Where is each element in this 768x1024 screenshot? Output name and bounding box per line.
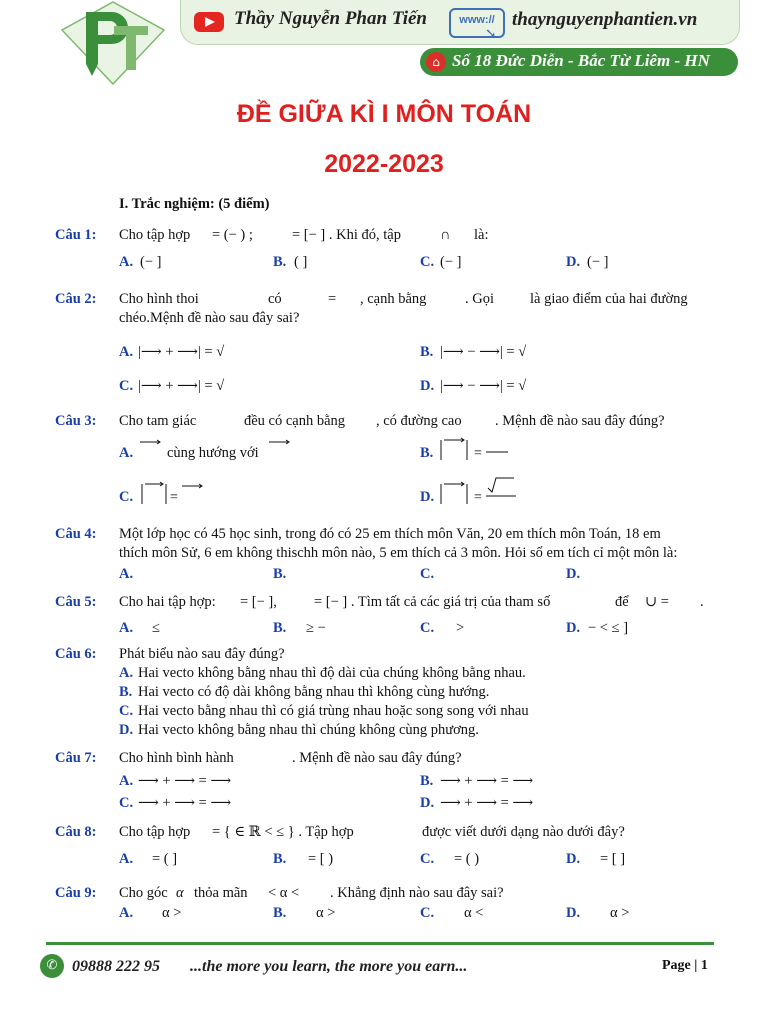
option-key: B. [119,684,133,700]
option-key: B. [420,445,434,461]
logo [58,0,168,86]
option-key: A. [119,851,134,867]
option-key: D. [420,378,435,394]
math-fragment: = [328,291,337,307]
option-key: C. [420,254,435,270]
option-key: A. [119,445,134,461]
option-value: Hai vecto không bằng nhau thì độ dài của chúng không bằng nhau. [138,665,526,681]
math-fragment: . [700,594,704,610]
www-icon: www:// [449,8,505,38]
math-fragment: = [− ] . Khi đó, tập [292,227,401,243]
page-number: Page | 1 [662,958,708,973]
question-text: Cho tập hợp [119,824,191,840]
option-value: Hai vecto không bằng nhau thì chúng không cùng phương. [138,722,479,738]
option-value: |⟶ + ⟶| = √ [138,378,225,394]
section-heading: I. Trắc nghiệm: (5 điểm) [119,196,270,212]
option-value: = [ ] [600,851,626,867]
option-value: ⟶ + ⟶ = ⟶ [138,773,232,789]
option-key: C. [119,703,134,719]
question-text: , cạnh bằng [360,291,427,307]
math-fragment: = { ∈ ℝ < ≤ } . Tập hợp [212,824,354,840]
question-text: Cho hai tập hợp: [119,594,216,610]
question-text: Cho góc [119,885,168,901]
option-value: |⟶ + ⟶| = √ [138,344,225,360]
question-text: Cho tập hợp [119,227,191,243]
option-value: (− ] [440,254,462,270]
option-key: D. [566,851,581,867]
option-value: ⟶ + ⟶ = ⟶ [440,795,534,811]
option-key: A. [119,665,134,681]
option-key: A. [119,254,134,270]
question-label: Câu 7: [55,750,97,766]
question-label: Câu 3: [55,413,97,429]
option-key: C. [119,795,134,811]
option-key: A. [119,905,134,921]
option-key: B. [420,773,434,789]
math-fragment: = [− ], [240,594,277,610]
question-text: . Mệnh đề nào sau đây đúng? [495,413,665,429]
option-key: C. [420,620,435,636]
page-year: 2022-2023 [324,150,444,178]
option-key: D. [420,795,435,811]
question-text: . Khẳng định nào sau đây sai? [330,885,504,901]
option-key: A. [119,773,134,789]
option-key: D. [566,566,581,582]
option-value: = ( ] [152,851,178,867]
option-key: C. [119,378,134,394]
question-text: . Mệnh đề nào sau đây đúng? [292,750,462,766]
option-key: C. [420,905,435,921]
phone-icon: ✆ [40,954,64,978]
math-fragment: = [− ] . Tìm tất cả các giá trị của tham số [314,594,551,610]
option-value: α > [316,905,336,921]
option-key: A. [119,620,134,636]
question-text: Cho hình bình hành [119,750,234,766]
option-key: A. [119,344,134,360]
option-value: cùng hướng với [167,445,259,461]
question-label: Câu 1: [55,227,97,243]
question-text: chéo.Mệnh đề nào sau đây sai? [119,310,300,326]
option-value: ⟶ + ⟶ = ⟶ [440,773,534,789]
option-value: |⟶ − ⟶| = √ [440,378,527,394]
svg-text:=: = [474,446,482,461]
option-value: (− ] [587,254,609,270]
question-text: được viết dưới dạng nào dưới đây? [422,824,625,840]
q3-math-marks [136,436,516,508]
svg-text:=: = [170,490,178,505]
option-key: B. [273,905,287,921]
question-text: để [615,594,629,610]
option-value: ≤ [152,620,160,636]
option-key: D. [119,722,134,738]
option-key: C. [119,489,134,505]
option-key: D. [566,620,581,636]
svg-text:=: = [474,490,482,505]
question-label: Câu 8: [55,824,97,840]
option-key: B. [273,851,287,867]
option-value: |⟶ − ⟶| = √ [440,344,527,360]
address-text: Số 18 Đức Diễn - Bắc Từ Liêm - HN [452,51,710,70]
question-text: . Gọi [465,291,494,307]
option-value: − < ≤ ] [588,620,629,636]
footer-divider [46,942,714,945]
option-value: α > [610,905,630,921]
page-title: ĐỀ GIỮA KÌ I MÔN TOÁN [236,100,532,128]
option-value: ⟶ + ⟶ = ⟶ [138,795,232,811]
option-value: > [456,620,465,636]
cursor-icon: ➘ [485,27,497,42]
math-fragment: = (− ) ; [212,227,253,243]
question-text: là giao điểm của hai đường [530,291,688,307]
footer-slogan: ...the more you learn, the more you earn... [190,958,468,975]
option-key: D. [566,254,581,270]
question-text: Cho hình thoi [119,291,199,307]
website-link[interactable]: thaynguyenphantien.vn [512,9,698,30]
math-fragment: ∩ [440,227,451,243]
question-text: Phát biểu nào sau đây đúng? [119,646,285,662]
option-value: ( ] [294,254,308,270]
option-value: ≥ − [306,620,326,636]
question-text: có [268,291,282,307]
option-value: Hai vecto có độ dài không bằng nhau thì không cùng hướng. [138,684,490,700]
option-key: A. [119,566,134,582]
option-value: α > [162,905,182,921]
option-key: C. [420,566,435,582]
option-key: B. [273,566,287,582]
question-text: Một lớp học có 45 học sinh, trong đó có 25 em thích môn Văn, 20 em thích môn Toán, 18 em [119,526,661,542]
question-text: Cho tam giác [119,413,197,429]
question-label: Câu 6: [55,646,97,662]
youtube-icon [194,12,224,32]
option-value: = [ ) [308,851,334,867]
option-key: B. [273,254,287,270]
option-value: = ( ) [454,851,480,867]
option-value: (− ] [140,254,162,270]
option-key: B. [273,620,287,636]
option-key: D. [420,489,435,505]
math-fragment: ∪ = [645,594,669,610]
option-key: C. [420,851,435,867]
question-label: Câu 2: [55,291,97,307]
question-text: , có đường cao [376,413,462,429]
question-label: Câu 4: [55,526,97,542]
footer-phone: 09888 222 95 [72,958,160,975]
question-text: thích môn Sử, 6 em không thischh môn nào, 5 em thích cả 3 môn. Hỏi số em tích cỉ một môn là: [119,545,678,561]
teacher-name: Thầy Nguyễn Phan Tiến [234,8,427,29]
option-value: Hai vecto bằng nhau thì có giá trùng nhau hoặc song song với nhau [138,703,529,719]
question-text: là: [474,227,489,243]
option-value: α < [464,905,484,921]
question-text: thỏa mãn [194,885,248,901]
option-key: D. [566,905,581,921]
question-text: đều có cạnh bằng [244,413,346,429]
math-fragment: < α < [268,885,300,901]
question-label: Câu 5: [55,594,97,610]
question-label: Câu 9: [55,885,97,901]
home-icon: ⌂ [426,52,446,72]
option-key: B. [420,344,434,360]
math-fragment: α [176,885,184,901]
